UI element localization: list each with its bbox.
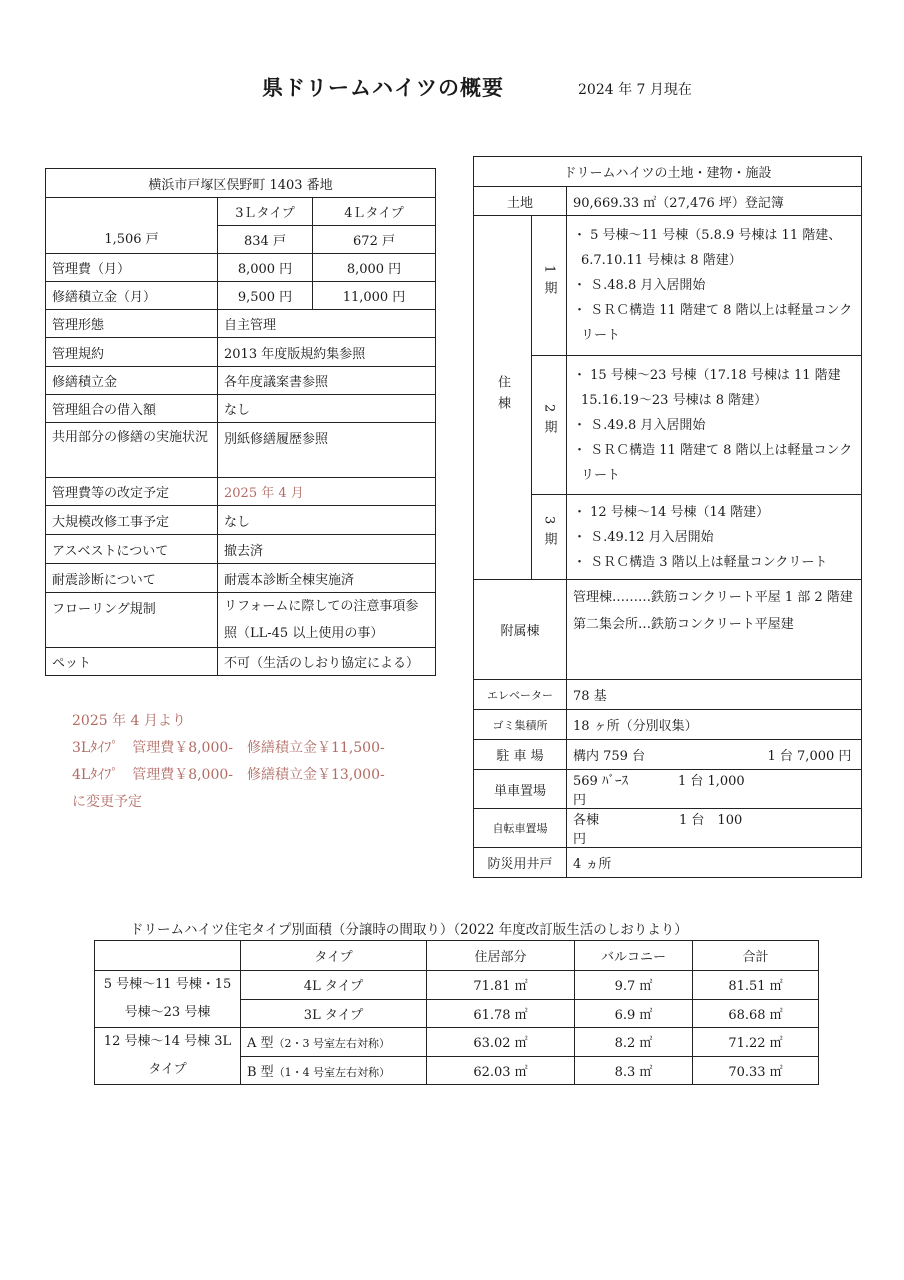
area-table <box>94 940 819 1085</box>
row-label: フローリング規制 <box>46 593 218 648</box>
facility-extra <box>762 848 862 878</box>
facility-value: 569 ﾊﾞｰｽ 1 台 1,000 円 <box>567 770 762 809</box>
facilities-header: ドリームハイツの土地・建物・施設 <box>474 157 862 187</box>
annex-details <box>567 580 862 680</box>
type-cell: 3L タイプ <box>241 999 427 1028</box>
phase-item: ・ Ｓ.48.8 月入居開始 <box>573 278 706 293</box>
phase-label: 3期 <box>532 495 567 580</box>
row-value: 2013 年度版規約集参照 <box>218 338 436 367</box>
row-label: 大規模改修工事予定 <box>46 506 218 535</box>
page-title: 県ドリームハイツの概要 <box>262 75 504 100</box>
row-label: 管理形態 <box>46 310 218 338</box>
type-cell: 4L タイプ <box>241 971 427 1000</box>
facility-value: 18 ヶ所（分別収集） <box>567 710 762 740</box>
phase-item: ・ ＳＲＣ構造 11 階建て 8 階以上は軽量コンクリート <box>573 303 853 343</box>
total-area: 81.51 ㎡ <box>693 971 819 1000</box>
phase-item: ・ 12 号棟～14 号棟（14 階建） <box>573 504 770 520</box>
facility-blank <box>762 809 862 848</box>
living-area: 71.81 ㎡ <box>427 971 575 1000</box>
facility-label: ゴミ集積所 <box>474 710 567 740</box>
living-area: 62.03 ㎡ <box>427 1056 575 1085</box>
phase-item: ・ ＳＲＣ構造 3 階以上は軽量コンクリート <box>573 554 828 570</box>
type-cell: B 型（1・4 号室左右対称） <box>241 1056 427 1085</box>
row-value: 2025 年 4 月 <box>218 478 436 506</box>
housing-label: 住棟 <box>474 216 532 580</box>
row-value: なし <box>218 395 436 423</box>
type-note: （1・4 号室左右対称） <box>273 1065 391 1079</box>
annex-line: 第二集会所…鉄筋コンクリート平屋建 <box>573 617 794 632</box>
reserve-type3: 9,500 円 <box>218 282 313 310</box>
type4-count: 672 戸 <box>313 226 436 254</box>
col-header: 住居部分 <box>427 941 575 971</box>
facility-extra: 1 台 7,000 円 <box>762 740 862 770</box>
row-label: アスベストについて <box>46 535 218 564</box>
notice-line: に変更予定 <box>72 794 142 810</box>
notice-line: 3Lﾀｲﾌﾟ 管理費￥8,000- 修繕積立金￥11,500- <box>72 740 385 756</box>
area-caption: ドリームハイツ住宅タイプ別面積（分譲時の間取り）（2022 年度改訂版生活のしおりより） <box>130 922 688 938</box>
col-header: タイプ <box>241 941 427 971</box>
facility-label: 駐 車 場 <box>474 740 567 770</box>
balcony-area: 6.9 ㎡ <box>575 999 693 1028</box>
total-area: 71.22 ㎡ <box>693 1028 819 1057</box>
type-note: （2・3 号室左右対称） <box>273 1037 391 1051</box>
row-value: 自主管理 <box>218 310 436 338</box>
living-area: 63.02 ㎡ <box>427 1028 575 1057</box>
land-value: 90,669.33 ㎡（27,476 坪）登記簿 <box>567 187 862 216</box>
balcony-area: 8.2 ㎡ <box>575 1028 693 1057</box>
phase-label: 1期 <box>532 216 567 356</box>
phase-item: ・ 5 号棟～11 号棟（5.8.9 号棟は 11 階建、6.7.10.11 号棟は 8 階建） <box>573 228 842 268</box>
facility-extra <box>762 710 862 740</box>
row-value: 各年度議案書参照 <box>218 367 436 395</box>
reserve-type4: 11,000 円 <box>313 282 436 310</box>
fee-type3: 8,000 円 <box>218 254 313 282</box>
row-label: 管理組合の借入額 <box>46 395 218 423</box>
annex-label: 附属棟 <box>474 580 567 680</box>
phase-label: 2期 <box>532 356 567 495</box>
row-value: なし <box>218 506 436 535</box>
facility-label: 防災用井戸 <box>474 848 567 878</box>
reserve-label: 修繕積立金（月） <box>46 282 218 310</box>
fee-label: 管理費（月） <box>46 254 218 282</box>
notice-line: 4Lﾀｲﾌﾟ 管理費￥8,000- 修繕積立金￥13,000- <box>72 767 385 783</box>
living-area: 61.78 ㎡ <box>427 999 575 1028</box>
phase-details <box>567 356 862 495</box>
facility-blank <box>762 770 862 809</box>
fee-type4: 8,000 円 <box>313 254 436 282</box>
phase-details <box>567 216 862 356</box>
notice-line: 2025 年 4 月より <box>72 713 186 729</box>
row-value: 耐震本診断全棟実施済 <box>218 564 436 593</box>
balcony-area: 8.3 ㎡ <box>575 1056 693 1085</box>
overview-table <box>45 168 436 676</box>
facility-label: 自転車置場 <box>474 809 567 848</box>
balcony-area: 9.7 ㎡ <box>575 971 693 1000</box>
facility-label: エレベーター <box>474 680 567 710</box>
total-units: 1,506 戸 <box>46 198 218 254</box>
date-label: 2024 年 7 月現在 <box>578 82 692 98</box>
col-header: 合計 <box>693 941 819 971</box>
row-value: 不可（生活のしおり協定による） <box>218 648 436 676</box>
row-label: 修繕積立金 <box>46 367 218 395</box>
type3-count: 834 戸 <box>218 226 313 254</box>
facility-extra <box>762 680 862 710</box>
facility-value: 78 基 <box>567 680 762 710</box>
facility-label: 単車置場 <box>474 770 567 809</box>
row-value: 別紙修繕履歴参照 <box>218 423 436 478</box>
row-label: 耐震診断について <box>46 564 218 593</box>
phase-item: ・ Ｓ.49.12 月入居開始 <box>573 529 714 545</box>
facility-value: 各棟 1 台 100 円 <box>567 809 762 848</box>
row-label: ペット <box>46 648 218 676</box>
address-cell: 横浜市戸塚区俣野町 1403 番地 <box>46 169 436 198</box>
group-label: 5 号棟～11 号棟・15 号棟～23 号棟 <box>95 971 241 1028</box>
facilities-table <box>473 156 862 878</box>
type3-label: 3Ｌタイプ <box>218 198 313 226</box>
facility-extra: 1 台 100 円 <box>573 813 743 847</box>
col-header: バルコニー <box>575 941 693 971</box>
phase-item: ・ 15 号棟～23 号棟（17.18 号棟は 11 階建 15.16.19～23 号棟は 8 階建） <box>573 367 841 408</box>
phase-item: ・ ＳＲＣ構造 11 階建て 8 階以上は軽量コンクリート <box>573 442 853 483</box>
row-value: 撤去済 <box>218 535 436 564</box>
row-label: 管理規約 <box>46 338 218 367</box>
group-label: 12 号棟～14 号棟 3L タイプ <box>95 1028 241 1085</box>
annex-line: 管理棟………鉄筋コンクリート平屋 1 部 2 階建 <box>573 590 853 605</box>
total-area: 70.33 ㎡ <box>693 1056 819 1085</box>
row-label: 管理費等の改定予定 <box>46 478 218 506</box>
phase-details <box>567 495 862 580</box>
total-area: 68.68 ㎡ <box>693 999 819 1028</box>
fee-change-notice <box>72 708 385 816</box>
row-label: 共用部分の修繕の実施状況 <box>46 423 218 478</box>
row-value: リフォームに際しての注意事項参照（LL-45 以上使用の事） <box>218 593 436 648</box>
type-cell: A 型（2・3 号室左右対称） <box>241 1028 427 1057</box>
facility-value: 構内 759 台 <box>567 740 762 770</box>
land-label: 土地 <box>474 187 567 216</box>
facility-extra: 1 台 1,000 円 <box>573 774 745 808</box>
phase-item: ・ Ｓ.49.8 月入居開始 <box>573 417 706 433</box>
type4-label: 4Ｌタイプ <box>313 198 436 226</box>
header-blank <box>95 941 241 971</box>
facility-value: 4 ヵ所 <box>567 848 762 878</box>
